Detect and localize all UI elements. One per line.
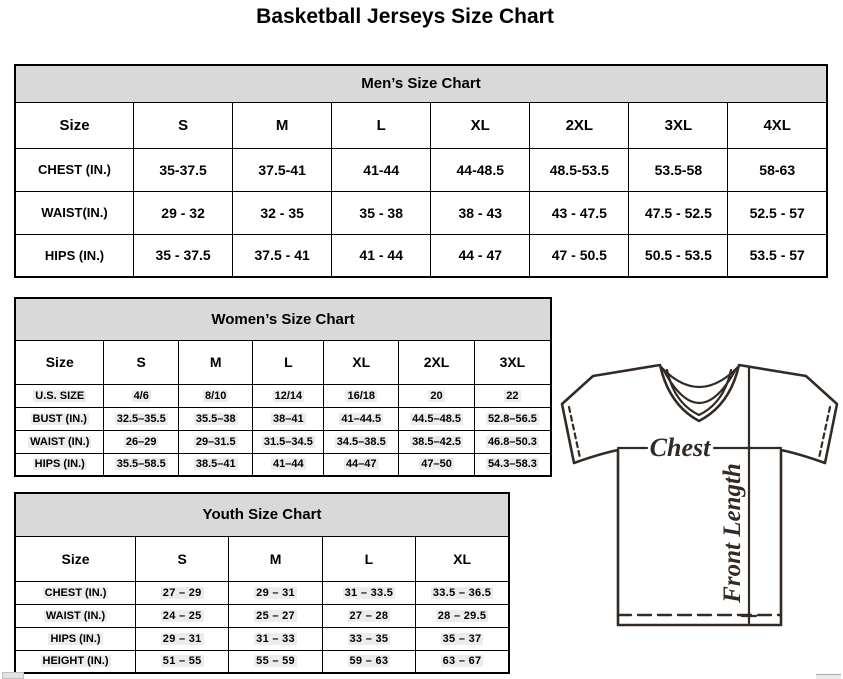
cell-text: 41–44 <box>273 458 304 471</box>
jersey-diagram-svg <box>557 357 839 629</box>
table-cell <box>416 650 509 673</box>
cell-text: 46.8–50.3 <box>487 435 537 448</box>
youth-table-title: Youth Size Chart <box>15 493 509 536</box>
table-cell <box>322 604 415 627</box>
table-cell <box>399 453 475 476</box>
row-label <box>15 384 104 407</box>
cell-text: 51 – 55 <box>162 655 202 668</box>
mens-header-row <box>15 102 827 148</box>
youth-column-header-size: Size <box>15 536 136 581</box>
cell-text: 20 <box>430 389 443 402</box>
cell-text: 29 – 31 <box>256 586 295 599</box>
table-cell <box>104 453 179 476</box>
row-label <box>15 604 136 627</box>
cell-text: 31 – 33 <box>256 632 295 645</box>
table-cell: 53.5 - 57 <box>728 234 827 277</box>
table-cell <box>136 650 229 673</box>
youth-hips-row <box>15 627 509 650</box>
womens-column-header-m: M <box>178 340 253 384</box>
youth-size-table <box>14 492 510 674</box>
cell-text: 31.5–34.5 <box>263 435 313 448</box>
row-label-text: WAIST (IN.) <box>45 609 106 622</box>
table-cell <box>399 384 475 407</box>
cell-text: 26–29 <box>125 435 157 448</box>
table-cell: 41 - 44 <box>332 234 431 277</box>
table-cell: 29 - 32 <box>134 191 233 234</box>
jersey-measurement-diagram <box>557 357 839 629</box>
youth-column-header-m: M <box>229 536 322 581</box>
mens-column-header-xl: XL <box>431 102 530 148</box>
youth-height-row <box>15 650 509 673</box>
cell-text: 63 – 67 <box>442 655 482 668</box>
womens-column-header-l: L <box>253 340 324 384</box>
row-label <box>15 627 136 650</box>
table-cell <box>253 453 324 476</box>
table-cell <box>474 453 551 476</box>
cell-text: 35.5–38 <box>195 412 236 425</box>
table-cell <box>322 581 415 604</box>
cell-text: 28 – 29.5 <box>437 609 487 622</box>
table-cell: 48.5-53.5 <box>530 148 629 191</box>
row-label <box>15 453 104 476</box>
cell-text: 16/18 <box>347 389 375 402</box>
mens-column-header-3xl: 3XL <box>629 102 728 148</box>
table-cell: 53.5-58 <box>629 148 728 191</box>
youth-column-header-s: S <box>136 536 229 581</box>
table-cell: 44-48.5 <box>431 148 530 191</box>
cell-text: 38–41 <box>273 412 304 425</box>
cell-text: 47–50 <box>421 458 452 471</box>
cell-text: 29 – 31 <box>162 632 202 645</box>
table-cell: 41-44 <box>332 148 431 191</box>
table-cell: 37.5-41 <box>233 148 332 191</box>
collar-inner-v-line <box>667 370 731 415</box>
table-cell <box>229 650 322 673</box>
row-label-text: CHEST (IN.) <box>44 586 107 599</box>
womens-table-title-row <box>15 298 551 340</box>
row-label-text: WAIST (IN.) <box>30 435 90 448</box>
table-cell: 37.5 - 41 <box>233 234 332 277</box>
table-cell: 52.5 - 57 <box>728 191 827 234</box>
mens-column-header-s: S <box>134 102 233 148</box>
table-cell: 43 - 47.5 <box>530 191 629 234</box>
mens-table-title: Men’s Size Chart <box>15 65 827 102</box>
womens-column-header-3xl: 3XL <box>474 340 551 384</box>
cell-text: 38.5–41 <box>195 458 236 471</box>
womens-hips-row <box>15 453 551 476</box>
row-label: HIPS (IN.) <box>15 234 134 277</box>
youth-chest-row <box>15 581 509 604</box>
mens-column-header-size: Size <box>15 102 134 148</box>
womens-table-title: Women’s Size Chart <box>15 298 551 340</box>
table-cell <box>324 384 399 407</box>
table-cell: 47.5 - 52.5 <box>629 191 728 234</box>
row-label: CHEST (IN.) <box>15 148 134 191</box>
row-label-text: HEIGHT (IN.) <box>42 655 109 668</box>
cell-text: 24 – 25 <box>162 609 202 622</box>
cell-text: 55 – 59 <box>256 655 295 668</box>
womens-waist-row <box>15 430 551 453</box>
mens-column-header-2xl: 2XL <box>530 102 629 148</box>
table-cell: 47 - 50.5 <box>530 234 629 277</box>
table-cell <box>322 627 415 650</box>
mens-column-header-l: L <box>332 102 431 148</box>
table-cell <box>474 407 551 430</box>
row-label-text: U.S. SIZE <box>35 389 85 402</box>
row-label <box>15 407 104 430</box>
table-cell <box>178 430 253 453</box>
cell-text: 8/10 <box>205 389 227 402</box>
cell-text: 12/14 <box>274 389 303 402</box>
womens-column-header-size: Size <box>15 340 104 384</box>
womens-us-size-row <box>15 384 551 407</box>
cell-text: 27 – 29 <box>162 586 202 599</box>
cell-text: 52.8–56.5 <box>487 412 537 425</box>
chest-label: Chest <box>649 433 711 462</box>
table-cell <box>136 627 229 650</box>
table-cell <box>416 627 509 650</box>
mens-size-table <box>14 64 828 278</box>
table-cell: 35 - 38 <box>332 191 431 234</box>
cell-text: 41–44.5 <box>341 412 382 425</box>
table-cell <box>178 453 253 476</box>
cell-text: 25 – 27 <box>256 609 295 622</box>
table-cell <box>178 384 253 407</box>
cell-text: 34.5–38.5 <box>336 435 386 448</box>
cell-text: 4/6 <box>133 389 149 402</box>
womens-bust-row <box>15 407 551 430</box>
mens-table-title-row <box>15 65 827 102</box>
row-label <box>15 650 136 673</box>
table-cell: 35 - 37.5 <box>134 234 233 277</box>
table-cell <box>322 650 415 673</box>
mens-column-header-4xl: 4XL <box>728 102 827 148</box>
horizontal-scrollbar-fragment-left[interactable] <box>2 672 24 679</box>
table-cell <box>229 581 322 604</box>
table-cell: 44 - 47 <box>431 234 530 277</box>
cell-text: 44–47 <box>345 458 377 471</box>
cell-text: 44.5–48.5 <box>412 412 461 425</box>
mens-waist-row <box>15 191 827 234</box>
mens-column-header-m: M <box>233 102 332 148</box>
table-cell <box>399 430 475 453</box>
table-cell <box>399 407 475 430</box>
table-cell: 50.5 - 53.5 <box>629 234 728 277</box>
table-cell <box>474 430 551 453</box>
table-cell <box>416 581 509 604</box>
row-label <box>15 581 136 604</box>
youth-table-title-row <box>15 493 509 536</box>
cell-text: 33.5 – 36.5 <box>432 586 492 599</box>
cell-text: 31 – 33.5 <box>344 586 394 599</box>
table-cell <box>324 453 399 476</box>
table-cell <box>324 407 399 430</box>
table-cell: 58-63 <box>728 148 827 191</box>
cell-text: 54.3–58.3 <box>487 458 537 471</box>
table-cell <box>136 581 229 604</box>
table-cell: 38 - 43 <box>431 191 530 234</box>
womens-column-header-2xl: 2XL <box>399 340 475 384</box>
cell-text: 38.5–42.5 <box>412 435 461 448</box>
youth-column-header-xl: XL <box>416 536 509 581</box>
row-label-text: BUST (IN.) <box>32 412 87 425</box>
cell-text: 33 – 35 <box>349 632 389 645</box>
row-label-text: HIPS (IN.) <box>50 632 101 645</box>
youth-column-header-l: L <box>322 536 415 581</box>
table-cell <box>416 604 509 627</box>
womens-header-row <box>15 340 551 384</box>
table-cell <box>253 430 324 453</box>
cell-text: 27 – 28 <box>349 609 389 622</box>
womens-column-header-xl: XL <box>324 340 399 384</box>
table-cell <box>104 384 179 407</box>
row-label <box>15 430 104 453</box>
table-cell <box>253 407 324 430</box>
cell-text: 29–31.5 <box>195 435 236 448</box>
cell-text: 22 <box>506 389 519 402</box>
table-cell <box>136 604 229 627</box>
front-length-label: Front Length <box>719 463 746 603</box>
table-cell <box>324 430 399 453</box>
womens-size-table <box>14 297 552 477</box>
table-cell <box>253 384 324 407</box>
table-cell <box>229 627 322 650</box>
row-label: WAIST(IN.) <box>15 191 134 234</box>
table-cell <box>229 604 322 627</box>
cell-text: 35 – 37 <box>442 632 482 645</box>
page-title: Basketball Jerseys Size Chart <box>256 5 554 28</box>
row-label-text: HIPS (IN.) <box>34 458 85 471</box>
table-cell <box>104 407 179 430</box>
table-cell <box>104 430 179 453</box>
mens-hips-row <box>15 234 827 277</box>
cell-text: 35.5–58.5 <box>116 458 166 471</box>
mens-chest-row <box>15 148 827 191</box>
youth-header-row <box>15 536 509 581</box>
cell-text: 32.5–35.5 <box>116 412 166 425</box>
table-cell <box>178 407 253 430</box>
horizontal-scrollbar-fragment-right[interactable] <box>816 674 841 679</box>
table-cell <box>474 384 551 407</box>
cell-text: 59 – 63 <box>349 655 389 668</box>
table-cell: 35-37.5 <box>134 148 233 191</box>
youth-waist-row <box>15 604 509 627</box>
womens-column-header-s: S <box>104 340 179 384</box>
table-cell: 32 - 35 <box>233 191 332 234</box>
